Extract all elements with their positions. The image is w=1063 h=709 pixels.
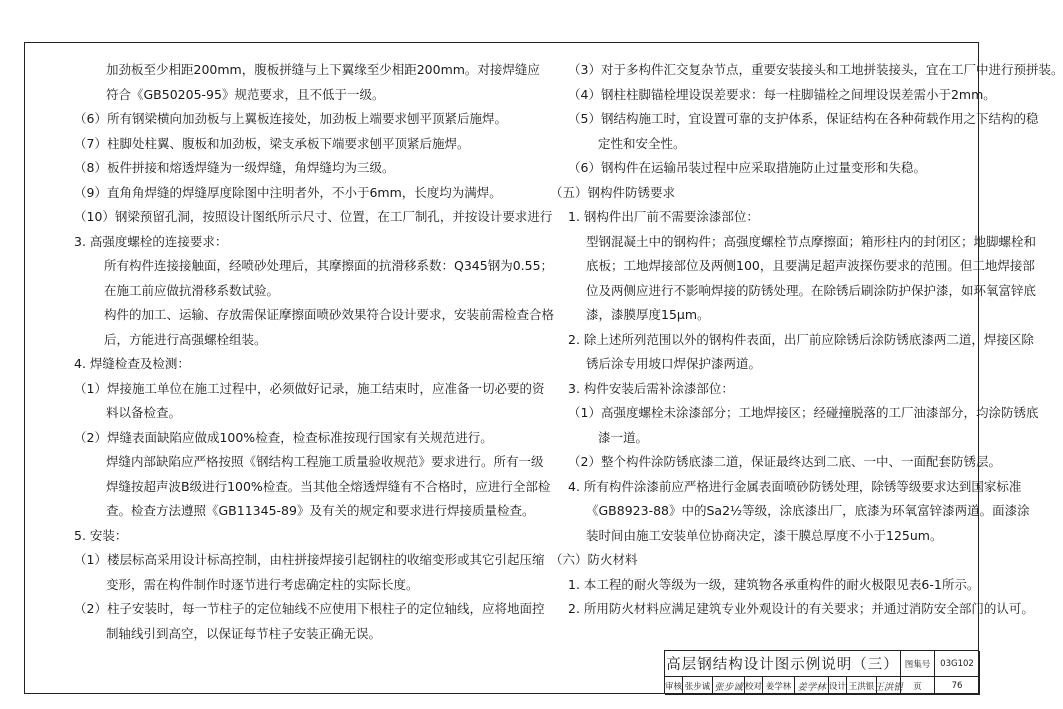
designer-signature: 王洪银: [877, 677, 901, 695]
text-line: 底板；工地焊接部位及两侧100，且要满足超声波探伤要求的范围。但工地焊接部: [586, 258, 1035, 273]
text-line: （3）对于多构件汇交复杂节点，重要安装接头和工地拼装接头，宜在工厂中进行预拼装。: [568, 62, 1063, 77]
text-line: 加劲板至少相距200mm，腹板拼缝与上下翼缘至少相距200mm。对接焊缝应: [106, 62, 540, 77]
text-line: 构件的加工、运输、存放需保证摩擦面喷砂效果符合设计要求，安装前需检查合格: [104, 307, 555, 322]
drawing-title: 高层钢结构设计图示例说明（三）: [665, 651, 901, 677]
text-line: 3. 构件安装后需补涂漆部位：: [568, 380, 734, 396]
text-line: （六）防火材料: [550, 552, 638, 567]
text-line: 所有构件连接接触面，经喷砂处理后，其摩擦面的抗滑移系数：Q345钢为0.55；: [104, 258, 554, 273]
text-line: （6）钢构件在运输吊装过程中应采取措施防止过量变形和失稳。: [568, 160, 926, 175]
text-line: 2. 所用防火材料应满足建筑专业外观设计的有关要求；并通过消防安全部门的认可。: [568, 601, 1034, 616]
review-label: 审核: [665, 677, 683, 695]
page-label: 页: [901, 677, 935, 695]
text-line: 料以备检查。: [106, 405, 182, 420]
design-label: 设计: [829, 677, 847, 695]
text-line: 焊缝内部缺陷应严格按照《钢结构工程施工质量验收规范》要求进行。所有一级: [106, 454, 544, 469]
text-line: 4. 焊缝检查及检测：: [74, 356, 190, 371]
check-label: 校对: [745, 677, 763, 695]
text-line: 《GB8923-88》中的Sa2½等级，涂底漆出厂，底漆为环氧富锌漆两道。面漆涂: [586, 503, 1030, 518]
text-line: （6）所有钢梁横向加劲板与上翼板连接处，加劲板上端要求刨平顶紧后施焊。: [74, 111, 507, 126]
title-block: [664, 650, 979, 694]
text-line: （五）钢构件防锈要求: [550, 184, 676, 200]
text-line: 变形，需在构件制作时逐节进行考虑确定柱的实际长度。: [106, 576, 419, 592]
text-line: （9）直角角焊缝的焊缝厚度除图中注明者外，不小于6mm，长度均为满焊。: [74, 184, 502, 200]
text-line: （5）钢结构施工时，宜设置可靠的支护体系，保证结构在各种荷载作用之下结构的稳: [568, 111, 1039, 126]
atlas-number-label: 图集号: [901, 651, 935, 677]
atlas-number: 03G102: [935, 651, 980, 677]
text-line: 1. 钢构件出厂前不需要涂漆部位：: [568, 209, 759, 224]
text-line: 位及两侧应进行不影响焊接的防锈处理。在除锈后刷涂防护保护漆，如环氧富锌底: [586, 282, 1037, 298]
text-line: 后，方能进行高强螺栓组装。: [104, 331, 267, 347]
left-text-column: [74, 58, 555, 646]
text-line: 锈后涂专用坡口焊保护漆两道。: [586, 356, 762, 371]
text-line: （2）柱子安装时，每一节柱子的定位轴线不应使用下根柱子的定位轴线，应将地面控: [74, 601, 545, 616]
text-line: 符合《GB50205-95》规范要求，且不低于一级。: [106, 86, 385, 102]
text-line: 在施工前应做抗滑移系数试验。: [104, 282, 280, 298]
text-line: 装时间由施工安装单位协商决定，漆干膜总厚度不小于125um。: [586, 527, 943, 543]
text-line: （2）焊缝表面缺陷应做成100%检查，检查标准按现行国家有关规范进行。: [74, 429, 493, 445]
text-line: 2. 除上述所列范围以外的钢构件表面，出厂前应除锈后涂防锈底漆两二道，焊接区除: [568, 331, 1034, 347]
page-number: 76: [935, 677, 980, 695]
checker-name: 姜学林: [763, 677, 795, 695]
right-text-column: [550, 58, 1063, 622]
text-line: （7）柱脚处柱翼、腹板和加劲板，梁支承板下端要求刨平顶紧后施焊。: [74, 135, 470, 151]
text-line: （8）板件拼接和熔透焊缝为一级焊缝，角焊缝均为三级。: [74, 160, 395, 175]
text-line: 制轴线引到高空，以保证每节柱子安装正确无误。: [106, 625, 382, 641]
text-line: （1）楼层标高采用设计标高控制，由柱拼接焊接引起钢柱的收缩变形或其它引起压缩: [74, 552, 545, 567]
text-line: 漆一道。: [598, 429, 649, 445]
reviewer-signature: 张步诚: [713, 677, 745, 695]
text-line: 型钢混凝土中的钢构件；高强度螺栓节点摩擦面；箱形柱内的封闭区；地脚螺栓和: [586, 233, 1037, 249]
text-line: （4）钢柱柱脚锚栓埋设误差要求：每一柱脚锚栓之间埋设误差需小于2mm。: [568, 86, 996, 102]
text-line: 查。检查方法遵照《GB11345-89》及有关的规定和要求进行焊接质量检查。: [106, 503, 535, 518]
text-line: （1）焊接施工单位在施工过程中，必须做好记录，施工结束时，应准备一切必要的资: [74, 380, 545, 396]
text-line: 焊缝按超声波B级进行100%检查。当其他全熔透焊缝有不合格时，应进行全部检: [106, 478, 551, 494]
text-line: （2）整个构件涂防锈底漆二道，保证最终达到二底、一中、一面配套防锈层。: [568, 454, 1001, 469]
text-line: 1. 本工程的耐火等级为一级，建筑物各承重构件的耐火极限见表6-1所示。: [568, 576, 980, 592]
text-line: 3. 高强度螺栓的连接要求：: [74, 233, 228, 249]
text-line: 4. 所有构件涂漆前应严格进行金属表面喷砂防锈处理，除锈等级要求达到国家标准: [568, 478, 1022, 494]
text-line: 5. 安装：: [74, 527, 128, 543]
text-line: 漆，漆膜厚度15μm。: [586, 307, 710, 322]
text-line: （1）高强度螺栓未涂漆部分；工地焊接区；经碰撞脱落的工厂油漆部分，均涂防锈底: [568, 405, 1039, 420]
text-line: （10）钢梁预留孔洞，按照设计图纸所示尺寸、位置，在工厂制孔，并按设计要求进行: [74, 209, 553, 224]
text-line: 定性和安全性。: [598, 135, 686, 151]
checker-signature: 姜学林: [795, 677, 829, 695]
designer-name: 王洪银: [847, 677, 877, 695]
reviewer-name: 张步诚: [683, 677, 713, 695]
